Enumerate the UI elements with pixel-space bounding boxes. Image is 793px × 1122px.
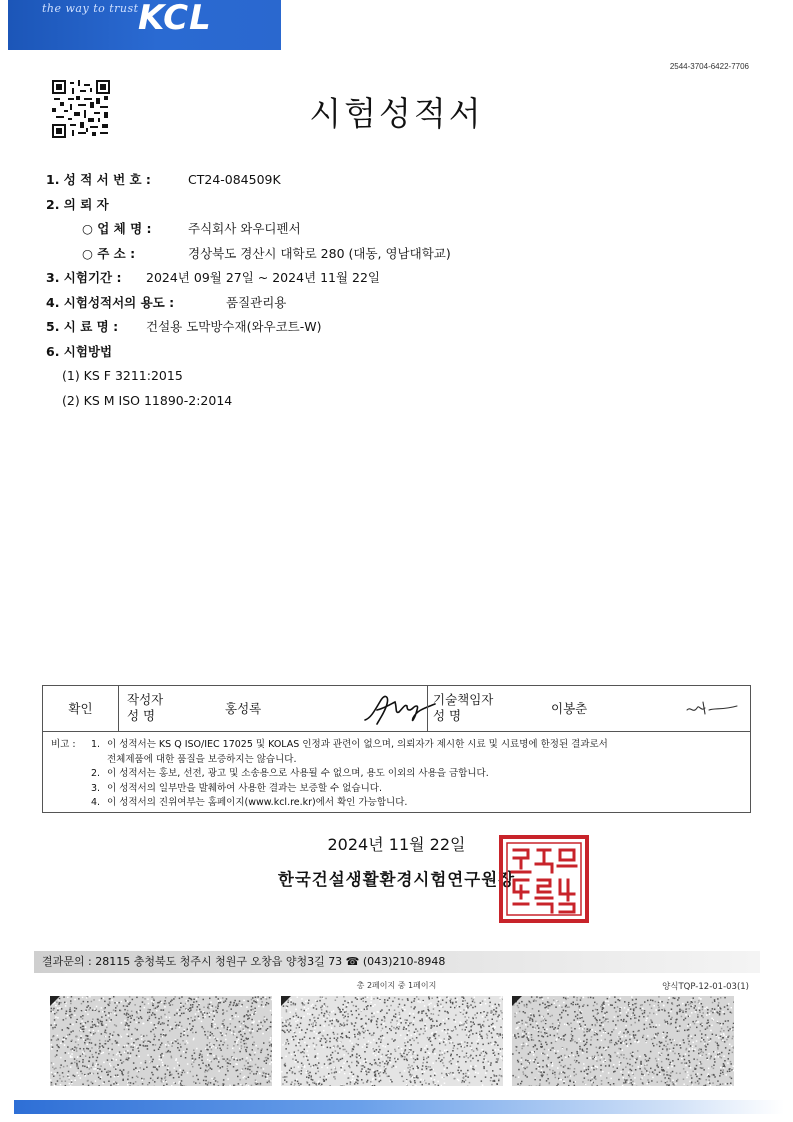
purpose-value: 품질관리용 xyxy=(226,294,287,310)
writer-label xyxy=(127,692,163,738)
official-seal-icon xyxy=(498,834,590,924)
security-pattern-icon xyxy=(512,996,734,1086)
remark-text: 이 성적서의 일부만을 발췌하여 사용한 결과는 보증할 수 없습니다. xyxy=(107,782,382,794)
issue-date: 2024년 11월 22일 xyxy=(327,835,466,854)
remarks xyxy=(51,738,608,811)
sample-value: 건설용 도막방수재(와우코트-W) xyxy=(146,319,322,334)
certificate-info xyxy=(46,168,451,413)
tech-manager-name: 이봉춘 xyxy=(551,701,588,716)
remarks-head: 비고 : xyxy=(51,739,76,750)
remark-number: 3. xyxy=(91,782,101,794)
tech-manager-label-name: 성 명 xyxy=(433,708,462,723)
signature-row xyxy=(43,686,750,732)
method-label: 6. 시험방법 xyxy=(46,343,113,359)
address-label: ○ 주 소 : xyxy=(82,245,136,261)
document-title: 시험성적서 xyxy=(309,94,484,133)
method-row xyxy=(46,340,232,365)
client-row xyxy=(46,193,232,218)
remark-text: 이 성적서는 홍보, 선전, 광고 및 소송용으로 사용될 수 없으며, 용도 이외의 사용을 금합니다. xyxy=(107,768,489,779)
remark-text: 전체제품에 대한 품질을 보증하지는 않습니다. xyxy=(107,753,297,765)
remark-text: 이 성적서는 KS Q ISO/IEC 17025 및 KOLAS 인정과 관련이 없으며, 의뢰자가 제시한 시료 및 시료명에 한정된 결과로서 xyxy=(107,739,608,750)
signature-divider xyxy=(427,686,428,732)
security-pattern-icon xyxy=(50,996,272,1086)
writer-label-title: 작성자 xyxy=(127,692,164,707)
period-value: 2024년 09월 27일 ~ 2024년 11월 22일 xyxy=(146,270,381,285)
remark-number: 1. xyxy=(91,739,101,750)
purpose-label: 4. 시험성적서의 용도 : xyxy=(46,294,175,310)
header-band xyxy=(8,0,281,50)
writer-name: 홍성록 xyxy=(225,701,262,716)
organization-name: 한국건설생활환경시험연구원장 xyxy=(277,870,516,889)
sample-row xyxy=(46,315,322,340)
tech-manager-signature-icon xyxy=(683,698,741,720)
remark-number: 4. xyxy=(91,797,101,808)
address-row xyxy=(46,242,451,267)
cert-number-value: CT24-084509K xyxy=(188,172,281,187)
cert-number-label: 1. 성 적 서 번 호 : xyxy=(46,172,151,187)
document-id: 2544-3704-6422-7706 xyxy=(669,62,749,71)
address-value: 경상북도 경산시 대학로 280 (대동, 영남대학교) xyxy=(188,245,451,261)
period-label: 3. 시험기간 : xyxy=(46,270,122,285)
footer-band xyxy=(14,1100,784,1114)
purpose-row xyxy=(46,291,287,316)
remark-text: 이 성적서의 진위여부는 홈페이지(www.kcl.re.kr)에서 확인 가능합니다. xyxy=(107,797,408,808)
page-indicator: 총 2페이지 중 1페이지 xyxy=(356,981,437,990)
security-pattern xyxy=(281,996,503,1086)
tech-manager-label xyxy=(433,692,493,738)
signature-table xyxy=(42,685,751,813)
method-item: (2) KS M ISO 11890-2:2014 xyxy=(62,392,233,408)
remark-line xyxy=(51,782,608,797)
company-label: ○ 업 체 명 : xyxy=(82,221,152,236)
remark-number: 2. xyxy=(91,768,101,779)
security-pattern xyxy=(512,996,734,1086)
header-slogan: the way to trust xyxy=(42,2,139,15)
security-pattern-icon xyxy=(281,996,503,1086)
cert-number-row xyxy=(46,168,281,193)
confirm-label: 확인 xyxy=(43,686,119,732)
remark-line xyxy=(51,738,608,753)
form-number: 양식TQP-12-01-03(1) xyxy=(662,982,749,992)
writer-label-name: 성 명 xyxy=(127,708,156,723)
method-item: (1) KS F 3211:2015 xyxy=(62,368,183,383)
remark-line xyxy=(51,753,608,768)
company-value: 주식회사 와우디펜서 xyxy=(188,221,301,236)
remark-line xyxy=(51,767,608,782)
period-row xyxy=(46,266,381,291)
tech-manager-label-title: 기술책임자 xyxy=(433,692,494,707)
sample-label: 5. 시 료 명 : xyxy=(46,319,119,334)
contact-bar: 결과문의 : 28115 충청북도 청주시 청원구 오창읍 양청3길 73 ☎ (043)210-8948 xyxy=(34,951,760,973)
security-pattern xyxy=(50,996,272,1086)
company-row xyxy=(46,217,301,242)
kcl-logo: KCL xyxy=(138,0,212,38)
remark-line xyxy=(51,796,608,811)
client-label: 2. 의 뢰 자 xyxy=(46,196,109,212)
